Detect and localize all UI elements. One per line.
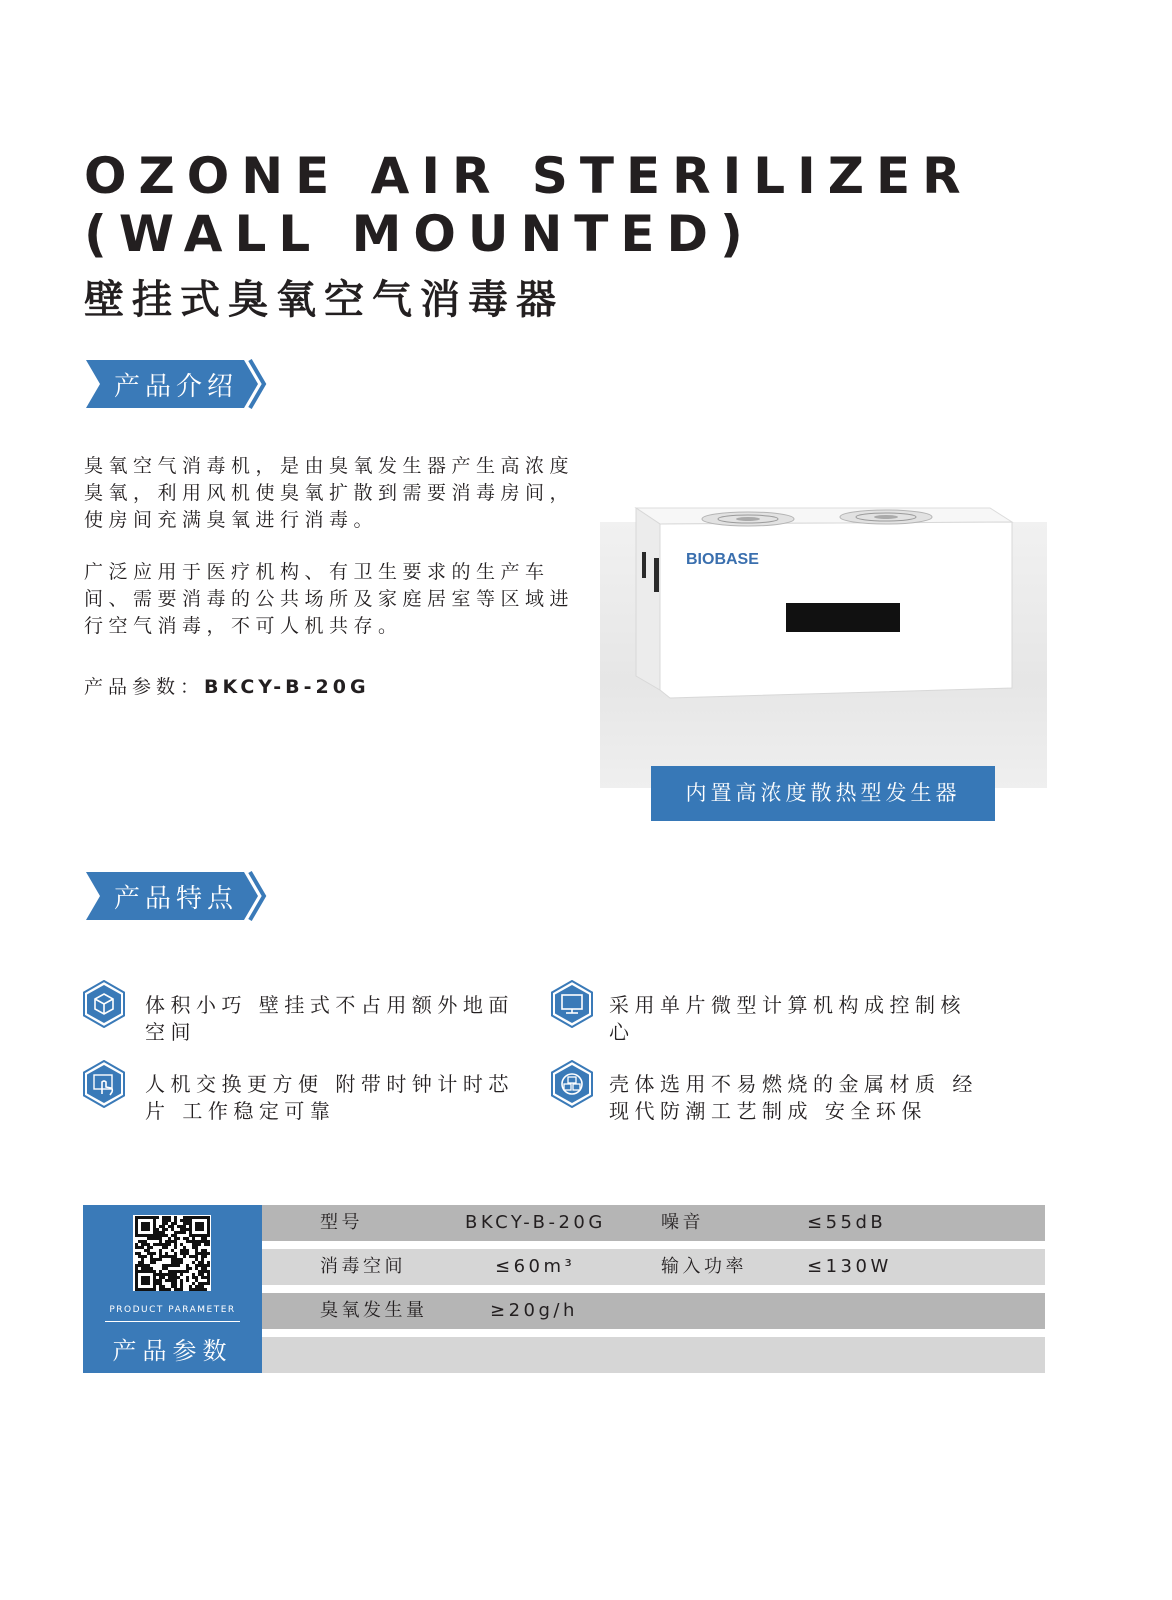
param-label: 产品参数：	[84, 676, 205, 698]
feature-1-text: 体积小巧 壁挂式不占用额外地面空间	[145, 993, 514, 1044]
spec-row-2	[262, 1249, 1045, 1285]
spec-row-3	[262, 1293, 1045, 1329]
intro-section-tag	[86, 358, 276, 410]
feature-2-text: 采用单片微型计算机构成控制核心	[609, 993, 966, 1044]
intro-param-line	[84, 672, 370, 699]
title-english-line-2: (WALL MOUNTED)	[84, 205, 755, 263]
spec-key: 噪音	[661, 1212, 704, 1233]
spec-value: ≤130W	[807, 1256, 892, 1277]
display-window	[786, 603, 900, 632]
feature-3-text: 人机交换更方便 附带时钟计时芯片 工作稳定可靠	[145, 1072, 514, 1123]
spec-key: 输入功率	[661, 1256, 747, 1277]
spec-divider	[105, 1321, 240, 1322]
spec-label-panel	[83, 1205, 262, 1373]
product-caption: 内置高浓度散热型发生器	[651, 766, 995, 821]
spec-label-chinese: 产品参数	[112, 1337, 233, 1365]
intro-heading: 产品介绍	[114, 372, 239, 402]
intro-paragraph-2: 广泛应用于医疗机构、有卫生要求的生产车间、需要消毒的公共场所及家庭居室等区域进行空气消毒，不可人机共存。	[84, 561, 575, 637]
modules-icon	[550, 1060, 594, 1108]
title-english-line-1: OZONE AIR STERILIZER	[84, 147, 973, 205]
fan-icon-left	[702, 512, 794, 526]
features-section-tag	[86, 870, 276, 922]
param-value: BKCY-B-20G	[204, 676, 370, 698]
spec-row-1	[262, 1205, 1045, 1241]
spec-row-4	[262, 1337, 1045, 1373]
fan-icon-right	[840, 510, 932, 524]
monitor-icon	[550, 980, 594, 1028]
intro-paragraph-1: 臭氧空气消毒机，是由臭氧发生器产生高浓度臭氧，利用风机使臭氧扩散到需要消毒房间，使房间充满臭氧进行消毒。	[84, 455, 575, 531]
spec-value: ≤55dB	[807, 1212, 887, 1233]
spec-key: 臭氧发生量	[320, 1300, 428, 1321]
spec-value: ≤60m³	[495, 1256, 576, 1277]
title-chinese: 壁挂式臭氧空气消毒器	[84, 277, 564, 323]
qr-code[interactable]	[133, 1215, 211, 1291]
brand-logo: BIOBASE	[686, 551, 759, 568]
touch-hand-icon	[82, 1060, 126, 1108]
feature-4-text: 壳体选用不易燃烧的金属材质 经现代防潮工艺制成 安全环保	[609, 1072, 978, 1123]
spec-value: BKCY-B-20G	[465, 1212, 606, 1233]
cube-icon	[82, 980, 126, 1028]
spec-key: 型号	[320, 1212, 363, 1233]
spec-key: 消毒空间	[320, 1256, 406, 1277]
features-heading: 产品特点	[114, 884, 239, 914]
spec-label-english: PRODUCT PARAMETER	[109, 1305, 236, 1315]
spec-value: ≥20g/h	[490, 1300, 578, 1321]
product-photo	[600, 500, 1047, 720]
